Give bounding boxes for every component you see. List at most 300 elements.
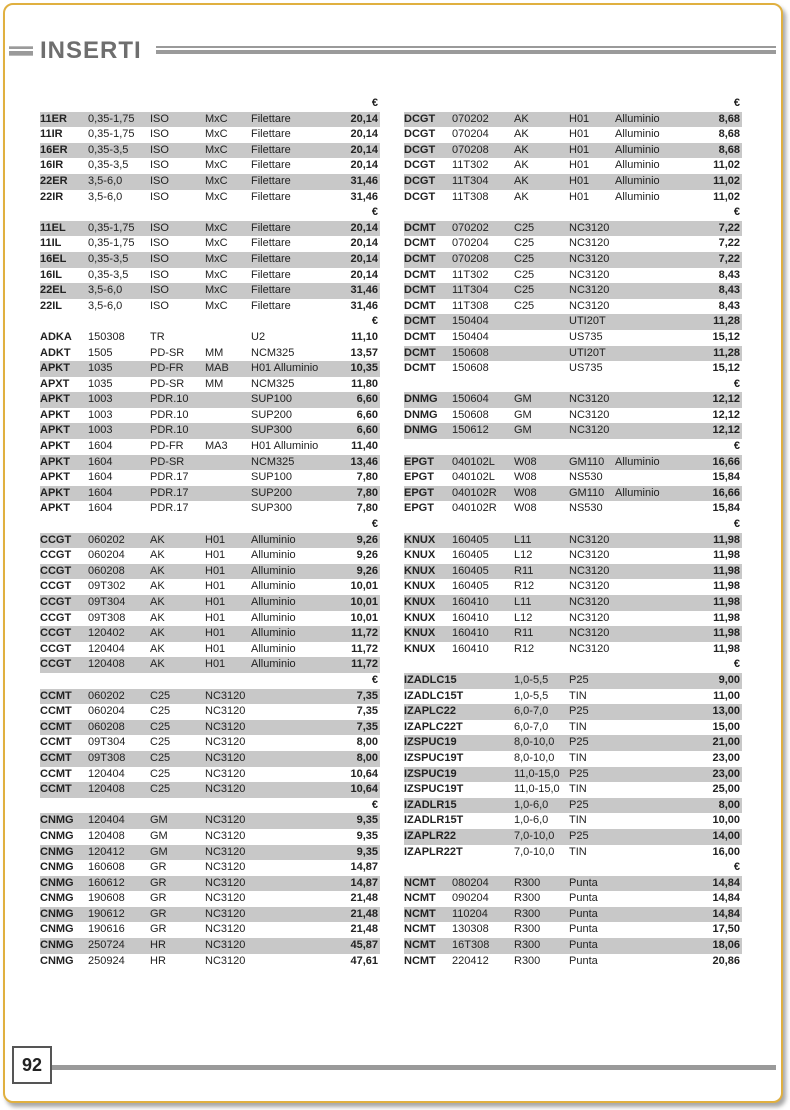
cell-size: 0,35-3,5: [88, 143, 129, 156]
cell-grade: MxC: [205, 268, 228, 281]
footer-bar: [52, 1065, 776, 1070]
cell-price: 31,46: [350, 284, 378, 297]
cell-grade: MxC: [205, 174, 228, 187]
cell-geometry: ISO: [150, 252, 169, 265]
table-row: [40, 782, 380, 798]
cell-price: 16,00: [712, 845, 740, 858]
cell-product-code: KNUX: [404, 627, 436, 640]
cell-product-code: DCGT: [404, 143, 436, 156]
table-row: [404, 112, 742, 128]
cell-price: 13,00: [712, 705, 740, 718]
cell-grade: NC3120: [569, 284, 610, 297]
cell-size: 150404: [452, 330, 489, 343]
cell-material: Filettare: [251, 159, 291, 172]
cell-product-code: 22ER: [40, 174, 68, 187]
cell-geometry: ISO: [150, 190, 169, 203]
cell-grade: NC3120: [205, 892, 246, 905]
cell-geometry: AK: [514, 112, 529, 125]
cell-geometry: PDR.10: [150, 408, 189, 421]
cell-material: U2: [251, 330, 266, 343]
cell-size: 060202: [88, 689, 125, 702]
cell-grade: MM: [205, 346, 224, 359]
cell-price: 7,80: [356, 471, 378, 484]
cell-grade: H01: [205, 596, 226, 608]
table-row: [404, 689, 742, 705]
cell-geometry: AK: [150, 658, 165, 671]
cell-product-code: APKT: [40, 393, 70, 406]
cell-geometry: ISO: [150, 159, 169, 172]
cell-size: 1035: [88, 377, 113, 390]
cell-geometry: PD-SR: [150, 346, 185, 359]
cell-price: 31,46: [350, 299, 378, 312]
cell-material: Alluminio: [251, 564, 296, 577]
cell-product-code: APKT: [40, 502, 70, 515]
cell-size: 7,0-10,0: [514, 845, 555, 858]
cell-product-code: CCMT: [40, 767, 72, 780]
cell-size: 1505: [88, 346, 113, 359]
currency-symbol: €: [371, 673, 378, 686]
cell-product-code: NCMT: [404, 939, 436, 952]
cell-grade: NC3120: [205, 861, 246, 874]
cell-product-code: CCGT: [40, 564, 72, 577]
cell-product-code: ADKT: [40, 346, 71, 359]
cell-geometry: P25: [569, 798, 589, 811]
currency-header-row: [404, 377, 742, 393]
table-row: [404, 533, 742, 549]
table-row: [40, 252, 380, 268]
cell-geometry: AK: [150, 564, 165, 577]
cell-price: 11,02: [713, 159, 740, 172]
cell-size: 160405: [452, 564, 489, 577]
table-row: [404, 564, 742, 580]
cell-product-code: CNMG: [40, 876, 74, 889]
cell-size: 120412: [88, 845, 125, 858]
cell-material: H01 Alluminio: [251, 362, 319, 375]
cell-size: 11T308: [452, 190, 489, 203]
cell-product-code: CCGT: [40, 549, 72, 562]
cell-geometry: W08: [514, 502, 537, 515]
cell-product-code: 11IL: [40, 237, 62, 250]
cell-size: 250724: [88, 939, 125, 952]
cell-geometry: P25: [569, 767, 589, 780]
cell-product-code: DCMT: [404, 346, 436, 359]
cell-product-code: CCGT: [40, 611, 72, 624]
cell-grade: NC3120: [205, 954, 246, 967]
currency-header-row: [40, 314, 380, 330]
cell-product-code: KNUX: [404, 549, 436, 562]
cell-geometry: TIN: [569, 845, 587, 858]
table-row: [40, 455, 380, 471]
cell-grade: NC3120: [205, 705, 246, 718]
cell-product-code: CCMT: [40, 751, 72, 764]
cell-size: 040102L: [452, 471, 495, 484]
cell-grade: MxC: [205, 221, 228, 234]
cell-size: 11,0-15,0: [514, 783, 560, 796]
table-row: [40, 127, 380, 143]
cell-material: Alluminio: [615, 455, 660, 468]
cell-size: 120402: [88, 627, 125, 640]
cell-size: 090204: [452, 892, 489, 905]
cell-product-code: 22IL: [40, 299, 63, 312]
cell-price: 18,06: [712, 939, 740, 952]
table-row: [40, 236, 380, 252]
cell-price: 20,14: [350, 237, 378, 250]
table-row: [40, 174, 380, 190]
cell-geometry: PDR.10: [150, 393, 189, 406]
cell-size: 11T304: [452, 174, 489, 187]
header-bar-left: [9, 46, 33, 56]
currency-header-row: [404, 205, 742, 221]
cell-geometry: C25: [150, 720, 171, 733]
cell-product-code: CNMG: [40, 845, 74, 858]
cell-size: 120408: [88, 783, 125, 796]
cell-product-code: CCGT: [40, 642, 72, 655]
cell-geometry: GR: [150, 907, 167, 920]
cell-grade: Punta: [569, 892, 598, 905]
table-row: [40, 158, 380, 174]
cell-price: 11,98: [713, 580, 740, 593]
cell-price: 10,00: [712, 814, 740, 827]
cell-size: 160410: [452, 642, 489, 655]
cell-product-code: DCMT: [404, 268, 436, 281]
cell-geometry: GM: [514, 424, 532, 437]
cell-geometry: PD-SR: [150, 455, 185, 468]
cell-geometry: C25: [150, 689, 171, 702]
cell-size: 160612: [88, 876, 125, 889]
cell-grade: H01: [205, 564, 226, 577]
table-row: [40, 735, 380, 751]
cell-geometry: PDR.10: [150, 424, 189, 437]
cell-price: 11,02: [713, 190, 740, 203]
cell-product-code: IZADLC15T: [404, 689, 464, 702]
cell-geometry: PDR.17: [150, 471, 189, 484]
cell-price: 13,57: [350, 346, 378, 359]
cell-grade: NC3120: [569, 627, 610, 640]
cell-product-code: 16ER: [40, 143, 68, 156]
currency-header-row: [40, 517, 380, 533]
header-bar-right: [156, 46, 776, 54]
cell-geometry: R300: [514, 954, 541, 967]
cell-size: 8,0-10,0: [514, 736, 555, 749]
cell-product-code: DCMT: [404, 330, 436, 343]
table-row: [40, 533, 380, 549]
cell-grade: H01: [569, 112, 590, 125]
cell-price: 12,12: [712, 408, 740, 421]
cell-grade: H01: [205, 627, 226, 640]
cell-grade: MxC: [205, 237, 228, 250]
cell-geometry: P25: [569, 736, 589, 749]
cell-size: 11T302: [452, 268, 489, 281]
cell-grade: NC3120: [205, 783, 246, 796]
cell-product-code: KNUX: [404, 642, 436, 655]
currency-header-row: [404, 439, 742, 455]
cell-grade: H01: [569, 159, 590, 172]
cell-material: Filettare: [251, 143, 291, 156]
table-row: [404, 611, 742, 627]
cell-price: 9,35: [356, 814, 378, 827]
table-row: [404, 455, 742, 471]
cell-product-code: EPGT: [404, 486, 434, 499]
table-row: [404, 423, 742, 439]
cell-price: 11,72: [351, 658, 378, 671]
currency-symbol: €: [733, 440, 740, 453]
cell-size: 060202: [88, 533, 125, 546]
cell-size: 11,0-15,0: [514, 767, 560, 780]
cell-size: 11T304: [452, 284, 489, 297]
cell-size: 0,35-1,75: [88, 112, 135, 125]
cell-price: 20,14: [350, 112, 378, 125]
table-row: [40, 392, 380, 408]
cell-size: 160405: [452, 580, 489, 593]
cell-geometry: AK: [150, 611, 165, 624]
cell-geometry: C25: [150, 751, 171, 764]
cell-product-code: CCGT: [40, 627, 72, 640]
cell-grade: GM110: [569, 486, 605, 499]
cell-grade: Punta: [569, 939, 598, 952]
table-row: [404, 829, 742, 845]
cell-price: 10,01: [350, 611, 378, 624]
cell-product-code: DCMT: [404, 362, 436, 375]
cell-grade: NC3120: [569, 580, 610, 593]
cell-geometry: L12: [514, 611, 533, 624]
cell-geometry: GR: [150, 861, 167, 874]
cell-grade: NC3120: [205, 845, 246, 858]
page-number: 92: [12, 1046, 52, 1084]
cell-geometry: ISO: [150, 237, 169, 250]
cell-price: 12,12: [712, 424, 740, 437]
cell-material: Alluminio: [615, 190, 660, 203]
cell-product-code: DNMG: [404, 408, 438, 421]
cell-price: 17,50: [712, 923, 740, 936]
cell-price: 10,01: [350, 596, 378, 608]
cell-size: 040102R: [452, 486, 497, 499]
cell-product-code: KNUX: [404, 533, 436, 546]
cell-geometry: R300: [514, 892, 541, 905]
table-row: [404, 548, 742, 564]
cell-geometry: AK: [150, 642, 165, 655]
cell-geometry: W08: [514, 471, 537, 484]
cell-grade: NC3120: [569, 564, 610, 577]
cell-price: 8,43: [718, 284, 740, 297]
cell-material: Filettare: [251, 190, 291, 203]
cell-size: 0,35-3,5: [88, 268, 129, 281]
table-row: [404, 501, 742, 517]
cell-geometry: R300: [514, 907, 541, 920]
cell-size: 150608: [452, 408, 489, 421]
cell-price: 21,00: [712, 736, 740, 749]
cell-product-code: CCGT: [40, 596, 72, 608]
cell-size: 160405: [452, 533, 489, 546]
cell-material: SUP100: [251, 393, 292, 406]
cell-size: 1604: [88, 440, 113, 453]
cell-size: 070202: [452, 112, 489, 125]
cell-geometry: AK: [150, 627, 165, 640]
table-row: [40, 938, 380, 954]
currency-header-row: [404, 96, 742, 112]
cell-material: Alluminio: [251, 627, 296, 640]
cell-size: 09T308: [88, 611, 126, 624]
cell-price: 11,02: [713, 174, 740, 187]
cell-size: 1003: [88, 408, 113, 421]
currency-header-row: [40, 673, 380, 689]
cell-grade: H01: [569, 128, 590, 141]
cell-product-code: CNMG: [40, 939, 74, 952]
cell-price: 15,84: [712, 502, 740, 515]
cell-product-code: CCGT: [40, 658, 72, 671]
table-row: [40, 564, 380, 580]
cell-price: 9,26: [356, 533, 378, 546]
cell-size: 070202: [452, 221, 489, 234]
cell-price: 11,80: [351, 377, 378, 390]
cell-size: 070204: [452, 237, 489, 250]
table-row: [404, 143, 742, 159]
cell-price: 25,00: [712, 783, 740, 796]
table-row: [40, 112, 380, 128]
table-row: [40, 845, 380, 861]
table-row: [40, 704, 380, 720]
cell-size: 120404: [88, 642, 125, 655]
cell-price: 15,12: [712, 330, 740, 343]
cell-geometry: AK: [514, 159, 529, 172]
cell-geometry: AK: [150, 549, 165, 562]
cell-geometry: C25: [514, 252, 535, 265]
cell-product-code: 16IL: [40, 268, 63, 281]
cell-price: 9,26: [356, 549, 378, 562]
cell-geometry: ISO: [150, 268, 169, 281]
cell-product-code: IZAPLC22T: [404, 720, 463, 733]
cell-product-code: APKT: [40, 424, 70, 437]
cell-price: 12,12: [712, 393, 740, 406]
page-title: INSERTI: [40, 37, 142, 64]
table-row: [404, 158, 742, 174]
cell-size: 150608: [452, 346, 489, 359]
cell-size: 11T302: [452, 159, 489, 172]
cell-product-code: NCMT: [404, 923, 436, 936]
cell-size: 09T304: [88, 596, 126, 608]
cell-material: Filettare: [251, 299, 291, 312]
cell-geometry: C25: [150, 705, 171, 718]
cell-price: 11,98: [713, 564, 740, 577]
currency-header-row: [404, 517, 742, 533]
cell-grade: MM: [205, 377, 224, 390]
cell-price: 11,28: [713, 315, 740, 328]
cell-material: SUP300: [251, 502, 292, 515]
cell-material: H01 Alluminio: [251, 440, 319, 453]
cell-geometry: ISO: [150, 128, 169, 141]
cell-geometry: R12: [514, 580, 535, 593]
table-row: [40, 611, 380, 627]
cell-size: 130308: [452, 923, 489, 936]
cell-price: 20,14: [350, 252, 378, 265]
cell-price: 6,60: [356, 408, 378, 421]
cell-size: 7,0-10,0: [514, 829, 555, 842]
cell-grade: US735: [569, 330, 603, 343]
cell-product-code: EPGT: [404, 471, 434, 484]
cell-size: 09T308: [88, 751, 126, 764]
cell-geometry: AK: [514, 190, 529, 203]
table-row: [40, 813, 380, 829]
cell-price: 13,46: [350, 455, 378, 468]
cell-material: Alluminio: [615, 128, 660, 141]
cell-material: Alluminio: [615, 174, 660, 187]
cell-product-code: 16EL: [40, 252, 67, 265]
cell-size: 120408: [88, 829, 125, 842]
table-row: [40, 221, 380, 237]
cell-grade: NC3120: [205, 829, 246, 842]
cell-material: Alluminio: [615, 143, 660, 156]
cell-size: 120404: [88, 814, 125, 827]
cell-price: 16,66: [712, 486, 740, 499]
currency-header-row: [40, 205, 380, 221]
table-row: [40, 595, 380, 611]
table-row: [40, 548, 380, 564]
cell-size: 1003: [88, 393, 113, 406]
cell-grade: NC3120: [569, 642, 610, 655]
cell-geometry: GR: [150, 892, 167, 905]
cell-size: 3,5-6,0: [88, 190, 123, 203]
cell-grade: NC3120: [569, 596, 610, 608]
table-row: [40, 486, 380, 502]
cell-geometry: TIN: [569, 814, 587, 827]
cell-grade: NC3120: [569, 424, 610, 437]
cell-price: 8,43: [718, 299, 740, 312]
cell-size: 1604: [88, 455, 113, 468]
table-row: [40, 470, 380, 486]
table-row: [404, 767, 742, 783]
cell-geometry: AK: [514, 174, 529, 187]
cell-price: 10,64: [350, 783, 378, 796]
cell-price: 11,98: [713, 596, 740, 608]
cell-geometry: TIN: [569, 689, 587, 702]
cell-grade: Punta: [569, 907, 598, 920]
cell-price: 7,80: [356, 486, 378, 499]
cell-grade: MxC: [205, 284, 228, 297]
cell-size: 160410: [452, 596, 489, 608]
cell-grade: H01: [205, 611, 226, 624]
cell-size: 0,35-1,75: [88, 128, 135, 141]
cell-grade: NC3120: [205, 907, 246, 920]
cell-material: Alluminio: [251, 596, 296, 608]
cell-product-code: IZAPLR22: [404, 829, 456, 842]
cell-size: 120408: [88, 658, 125, 671]
cell-geometry: L11: [514, 596, 532, 608]
cell-product-code: NCMT: [404, 876, 436, 889]
cell-product-code: APKT: [40, 440, 70, 453]
price-table-right: [404, 96, 742, 969]
cell-price: 9,26: [356, 564, 378, 577]
cell-product-code: DCGT: [404, 174, 436, 187]
cell-product-code: DCGT: [404, 128, 436, 141]
cell-product-code: IZADLR15T: [404, 814, 464, 827]
cell-price: 7,80: [356, 502, 378, 515]
cell-grade: H01: [205, 533, 226, 546]
cell-price: 11,98: [713, 611, 740, 624]
currency-symbol: €: [733, 861, 740, 874]
cell-product-code: CNMG: [40, 892, 74, 905]
table-row: [40, 143, 380, 159]
table-row: [404, 330, 742, 346]
cell-price: 14,84: [712, 907, 740, 920]
cell-geometry: ISO: [150, 112, 169, 125]
table-row: [404, 798, 742, 814]
cell-size: 150608: [452, 362, 489, 375]
cell-product-code: CCMT: [40, 705, 72, 718]
cell-size: 1604: [88, 471, 113, 484]
table-row: [40, 299, 380, 315]
cell-size: 060204: [88, 549, 125, 562]
currency-symbol: €: [733, 377, 740, 390]
cell-price: 7,35: [356, 720, 378, 733]
